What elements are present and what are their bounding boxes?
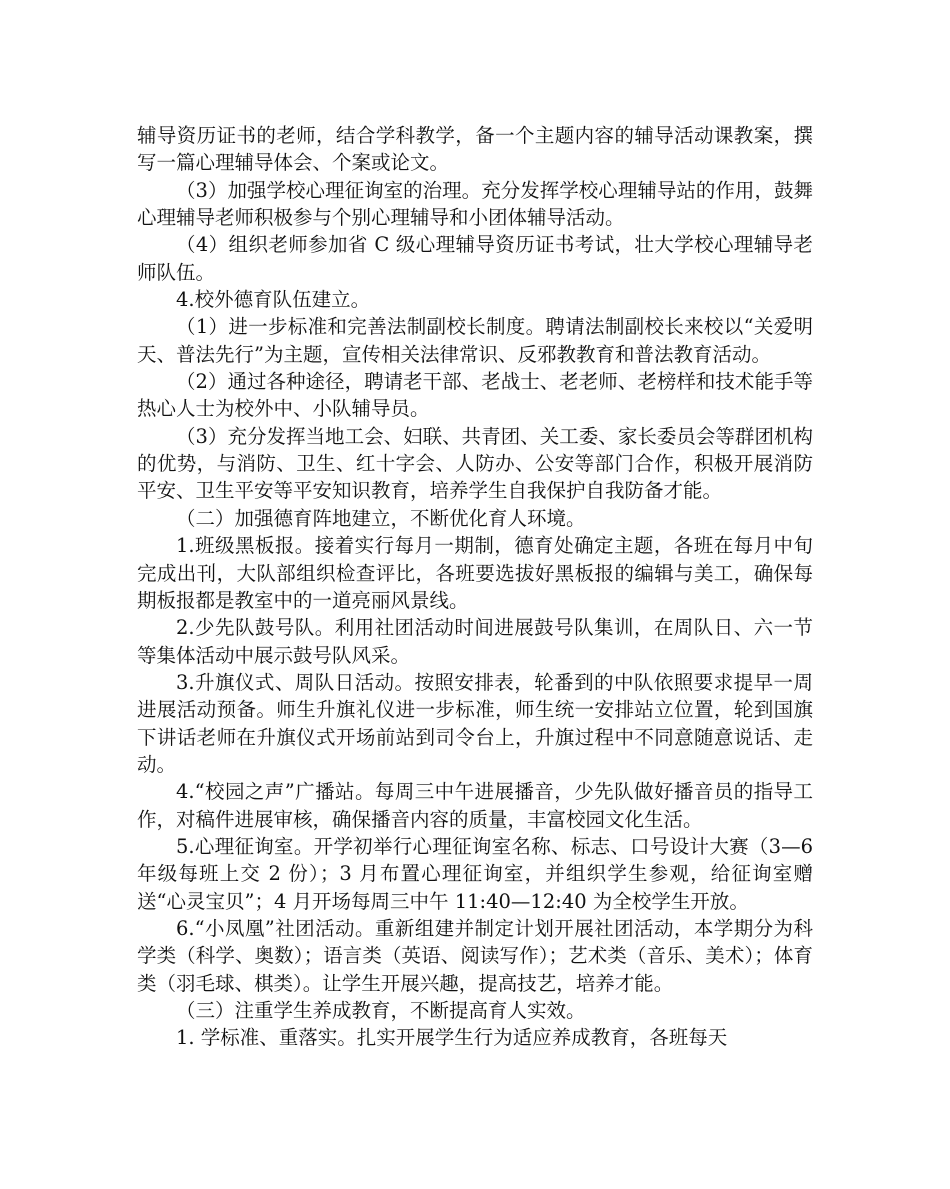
paragraph-3: （4）组织老师参加省 C 级心理辅导资历证书考试，壮大学校心理辅导老师队伍。 <box>137 233 813 284</box>
paragraph-4: 4.校外德育队伍建立。 <box>176 288 371 312</box>
paragraph-9: 1.班级黑板报。接着实行每月一期制，德育处确定主题，各班在每月中旬完成出刊，大队部组织检查评比，各班要选拔好黑板报的编辑与美工，确保每期板报都是教室中的一道亮丽风景线。 <box>137 534 813 612</box>
paragraph-12: 4.“校园之声”广播站。每周三中午进展播音，少先队做好播音员的指导工作，对稿件进展审核，确保播音内容的质量，丰富校园文化生活。 <box>137 780 813 831</box>
paragraph-13: 5.心理征询室。开学初举行心理征询室名称、标志、口号设计大赛（3—6 年级每班上交 2 份）；3 月布置心理征询室，并组织学生参观，给征询室赠送“心灵宝贝”；4 月开场每周三中午 11:40—12:40 为全校学生开放。 <box>137 834 813 913</box>
paragraph-1: 辅导资历证书的老师，结合学科教学，备一个主题内容的辅导活动课教案，撰写一篇心理辅导体会、个案或论文。 <box>137 124 813 175</box>
paragraph-6: （2）通过各种途径，聘请老干部、老战士、老老师、老榜样和技术能手等热心人士为校外中、小队辅导员。 <box>137 370 813 421</box>
paragraph-8: （二）加强德育阵地建立，不断优化育人环境。 <box>176 506 586 530</box>
body-text <box>137 122 813 1052</box>
paragraph-2: （3）加强学校心理征询室的治理。充分发挥学校心理辅导站的作用，鼓舞心理辅导老师积极参与个别心理辅导和小团体辅导活动。 <box>137 178 813 230</box>
paragraph-14: 6.“小凤凰”社团活动。重新组建并制定计划开展社团活动，本学期分为科学类（科学、奥数）；语言类（英语、阅读写作）；艺术类（音乐、美术）；体育类（羽毛球、棋类）。让学生开展兴趣，提高技艺，培养才能。 <box>137 916 813 995</box>
paragraph-5: （1）进一步标准和完善法制副校长制度。聘请法制副校长来校以“关爱明天、普法先行”为主题，宣传相关法律常识、反邪教教育和普法教育活动。 <box>137 315 813 366</box>
paragraph-15: （三）注重学生养成教育，不断提高育人实效。 <box>176 999 586 1022</box>
paragraph-10: 2.少先队鼓号队。利用社团活动时间进展鼓号队集训，在周队日、六一节等集体活动中展示鼓号队风采。 <box>137 616 813 667</box>
paragraph-11: 3.升旗仪式、周队日活动。按照安排表，轮番到的中队依照要求提早一周进展活动预备。师生升旗礼仪进一步标准，师生统一安排站立位置，轮到国旗下讲话老师在升旗仪式开场前站到司令台上，升旗过程中不同意随意说话、走动。 <box>137 670 813 776</box>
paragraph-7: （3）充分发挥当地工会、妇联、共青团、关工委、家长委员会等群团机构的优势，与消防、卫生、红十字会、人防办、公安等部门合作，积极开展消防平安、卫生平安等平安知识教育，培养学生自我保护自我防备才能。 <box>137 424 813 503</box>
paragraph-16: 1. 学标准、重落实。扎实开展学生行为适应养成教育，各班每天 <box>176 1026 728 1050</box>
